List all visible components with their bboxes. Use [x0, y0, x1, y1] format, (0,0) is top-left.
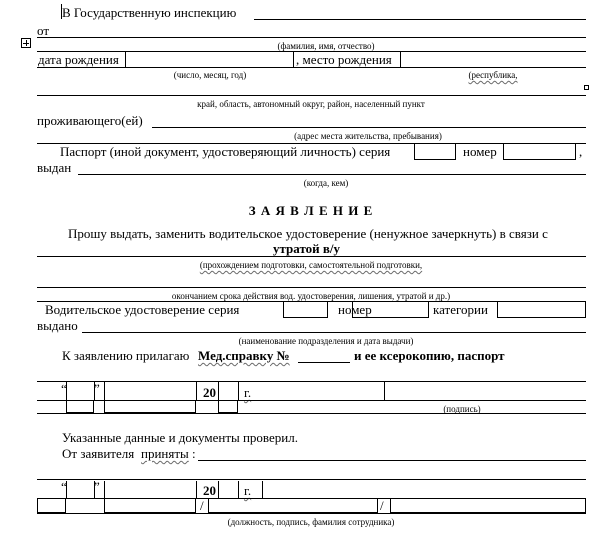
issued-line[interactable]	[78, 174, 586, 175]
date-row-divider	[238, 381, 239, 400]
reason-line-2[interactable]	[37, 287, 586, 288]
table-move-handle-icon[interactable]	[21, 38, 31, 48]
date-row-divider	[196, 381, 197, 400]
passport-label: Паспорт (иной документ, удостоверяющий личность) серия	[60, 144, 391, 159]
position-field[interactable]	[208, 498, 378, 513]
received-word: приняты	[141, 446, 189, 461]
recipient-label: В Государственную инспекцию	[62, 5, 237, 20]
date-row-divider	[384, 381, 385, 400]
request-text: Прошу выдать, заменить водительское удостоверение (ненужное зачеркнуть) в связи с	[68, 226, 548, 241]
reason-line[interactable]	[37, 256, 586, 257]
birth-place-label: , место рождения	[296, 52, 392, 67]
date-row2-divider	[262, 481, 263, 498]
slash-1: /	[200, 498, 204, 513]
received-colon: :	[192, 446, 196, 461]
day2-field[interactable]	[37, 498, 66, 513]
residing-label: проживающего(ей)	[37, 113, 143, 128]
staff-hint: (должность, подпись, фамилия сотрудника)	[227, 517, 395, 527]
staff-name-field[interactable]	[390, 498, 586, 513]
when-whom-hint: (когда, кем)	[303, 178, 349, 188]
signature-hint: (подпись)	[443, 404, 481, 414]
date-row2-divider	[196, 481, 197, 498]
attach-label: К заявлению прилагаю	[62, 348, 190, 363]
license-series-label: Водительское удостоверение серия	[45, 302, 240, 317]
birth-date-label: дата рождения	[38, 52, 119, 67]
from-label: от	[37, 23, 50, 38]
date-row-bottom	[37, 413, 586, 414]
date-row-divider	[104, 381, 105, 400]
region-line[interactable]	[37, 95, 586, 96]
recipient-line[interactable]	[254, 19, 586, 20]
received-line[interactable]	[198, 460, 586, 461]
year2-prefix: 20	[203, 483, 216, 498]
month2-field[interactable]	[104, 498, 196, 513]
table-resize-handle-icon[interactable]	[584, 85, 589, 90]
birth-row-bottom	[37, 67, 586, 68]
year-prefix: 20	[203, 385, 216, 400]
year-suffix: г.	[244, 385, 252, 400]
date-quote-close: ”	[94, 381, 100, 396]
date2-quote-open: “	[61, 479, 67, 494]
reason-hint: (прохождением подготовки, самостоятельной подготовки,	[199, 260, 423, 270]
date-row2-divider	[104, 481, 105, 498]
reason-value[interactable]: утратой в/у	[273, 241, 341, 256]
attach-rest-value[interactable]: и ее ксерокопию, паспорт	[354, 348, 505, 363]
fio-hint: (фамилия, имя, отчество)	[277, 41, 375, 51]
issued-label: выдан	[37, 160, 72, 175]
birth-row-divider	[293, 51, 294, 67]
license-number-field[interactable]	[352, 301, 429, 318]
birth-row-divider	[400, 51, 401, 67]
fio-line[interactable]	[37, 37, 586, 38]
date2-quote-close: ”	[94, 479, 100, 494]
year2-suffix: г.	[244, 483, 252, 498]
passport-series-field[interactable]	[414, 143, 456, 160]
categories-label: категории	[433, 302, 488, 317]
license-issued-line[interactable]	[82, 332, 586, 333]
slash-2: /	[380, 498, 384, 513]
birth-row-divider	[125, 51, 126, 67]
attach-doc-value[interactable]: Мед.справку №	[198, 348, 290, 363]
year-field[interactable]	[218, 400, 238, 413]
date-row-top	[37, 381, 586, 382]
checked-text: Указанные данные и документы проверил.	[62, 430, 298, 445]
date-quote-open: “	[61, 381, 67, 396]
republic-hint: (республика,	[468, 70, 518, 80]
address-hint: (адрес места жительства, пребывания)	[294, 131, 442, 141]
reason-hint-2: окончанием срока действия вод. удостоверения, лишения, утратой и др.)	[171, 291, 451, 301]
date-row-divider	[218, 381, 219, 400]
address-line[interactable]	[152, 127, 586, 128]
document-title: З А Я В Л Е Н И Е	[248, 203, 374, 218]
attach-number-line[interactable]	[298, 362, 350, 363]
license-issued-label: выдано	[37, 318, 78, 333]
dept-hint: (наименование подразделения и дата выдачи)	[238, 336, 414, 346]
license-series-field[interactable]	[283, 301, 328, 318]
passport-comma: ,	[579, 144, 583, 159]
month-field[interactable]	[104, 400, 196, 413]
passport-number-field[interactable]	[503, 143, 576, 160]
date-hint: (число, месяц, год)	[173, 70, 247, 80]
date-row2-divider	[238, 481, 239, 498]
categories-field[interactable]	[497, 301, 586, 318]
passport-number-label: номер	[463, 144, 497, 159]
region-hint: край, область, автономный округ, район, населенный пункт	[197, 99, 425, 109]
date-row2-divider	[218, 481, 219, 498]
date-row2-bottom	[37, 513, 586, 514]
license-number-label: номер	[338, 302, 372, 317]
day-field[interactable]	[66, 400, 94, 413]
received-label: От заявителя	[62, 446, 135, 461]
received-line-2[interactable]	[37, 479, 586, 480]
